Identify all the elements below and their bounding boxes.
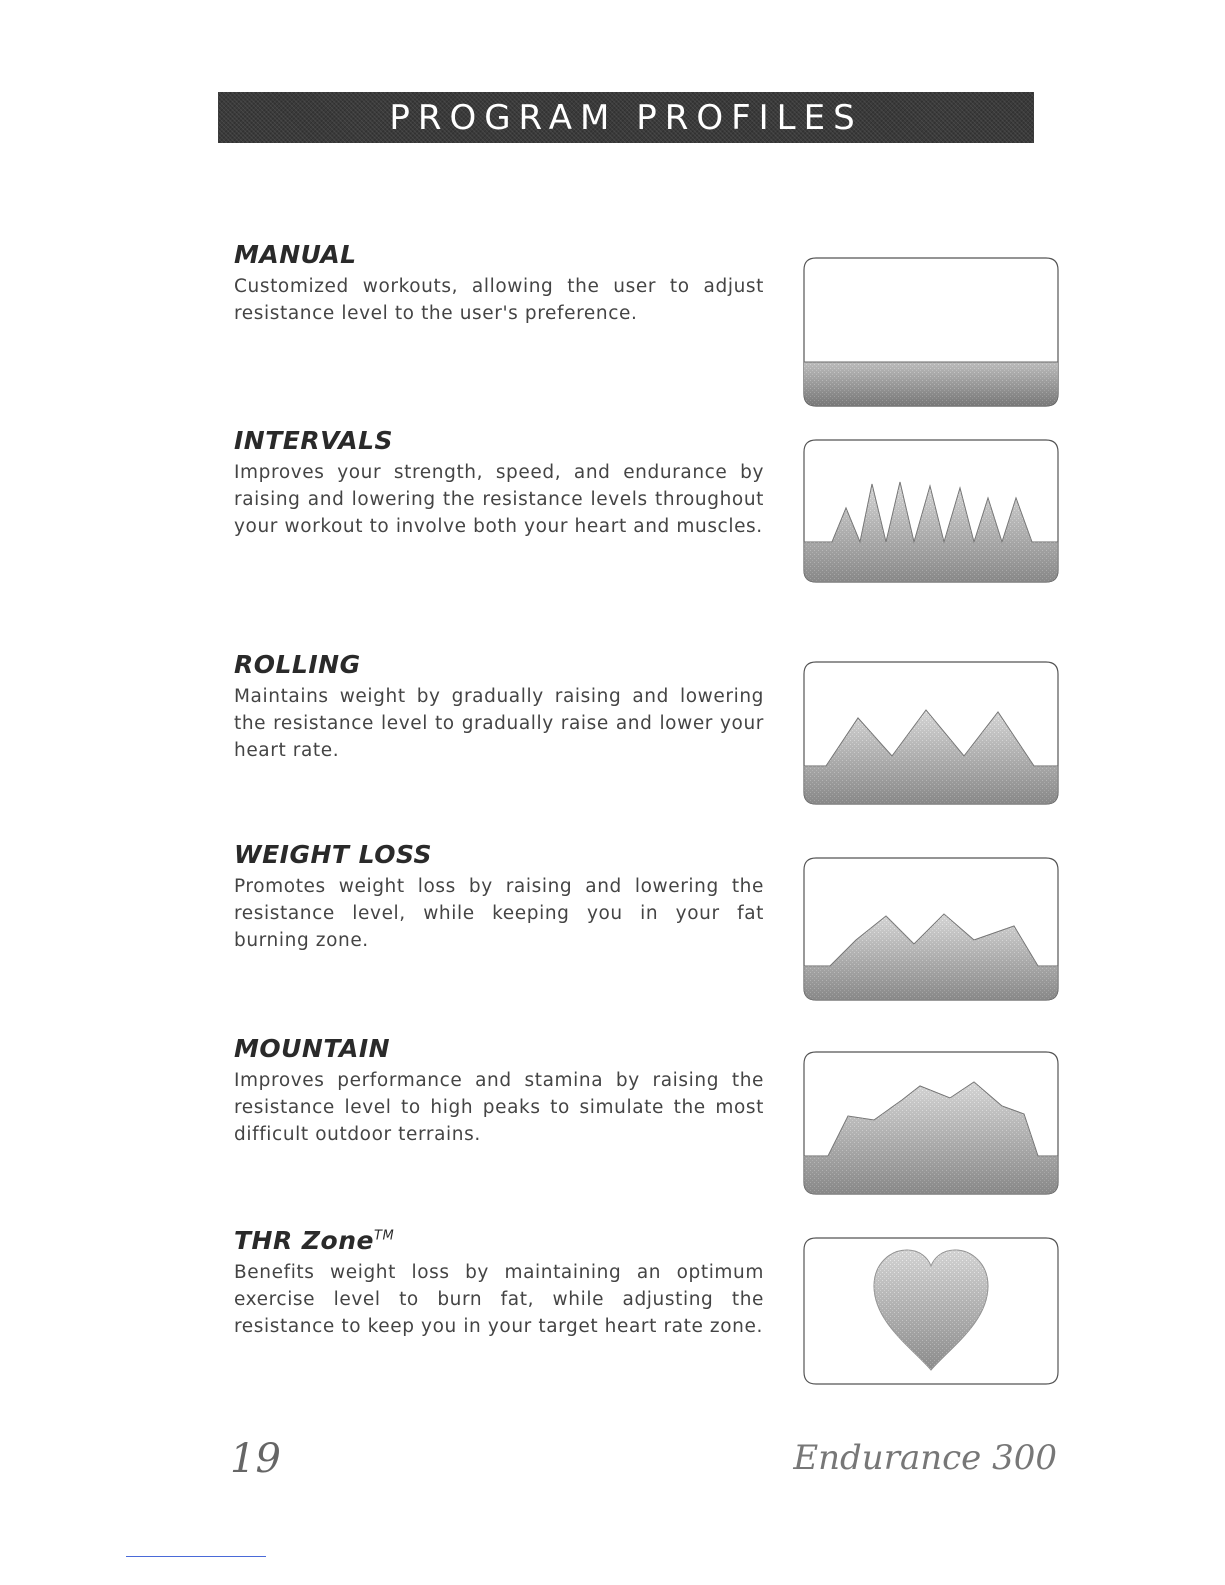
- program-title: ROLLING: [234, 650, 361, 679]
- bottom-divider: [126, 1556, 266, 1557]
- program-manual: [234, 240, 764, 327]
- footer-brand: Endurance 300: [793, 1438, 1057, 1478]
- program-description: Maintains weight by gradually raising and lowering the resistance level to gradually raise and lower your heart rate.: [234, 686, 764, 761]
- program-weight-loss: [234, 840, 764, 954]
- page-number: 19: [230, 1436, 281, 1482]
- program-intervals: [234, 426, 764, 540]
- program-description: Benefits weight loss by maintaining an optimum exercise level to burn fat, while adjusting the resistance to keep you in your target heart rate zone.: [234, 1262, 764, 1337]
- program-description: Improves performance and stamina by raising the resistance level to high peaks to simulate the most difficult outdoor terrains.: [234, 1070, 764, 1145]
- program-title: MOUNTAIN: [234, 1034, 391, 1063]
- trademark-symbol: TM: [374, 1228, 395, 1244]
- program-mountain: [234, 1034, 764, 1148]
- program-description: Improves your strength, speed, and endurance by raising and lowering the resistance levels throughout your workout to involve both your heart and muscles.: [234, 462, 764, 537]
- heart-icon: [802, 1236, 1060, 1386]
- program-title: MANUAL: [234, 240, 357, 269]
- program-description: Promotes weight loss by raising and lowering the resistance level, while keeping you in your fat burning zone.: [234, 876, 764, 951]
- program-thr-zone: [234, 1226, 764, 1340]
- rolling-hills-profile-icon: [802, 660, 1060, 806]
- program-description: Customized workouts, allowing the user to adjust resistance level to the user's preference.: [234, 276, 764, 324]
- mountain-profile-icon: [802, 1050, 1060, 1196]
- program-rolling: [234, 650, 764, 764]
- page-banner: [218, 92, 1034, 143]
- program-title: WEIGHT LOSS: [234, 840, 433, 869]
- banner-title: PROGRAM PROFILES: [389, 97, 863, 138]
- program-title: INTERVALS: [234, 426, 394, 455]
- flat-profile-icon: [802, 256, 1060, 408]
- interval-spikes-profile-icon: [802, 438, 1060, 584]
- weight-loss-profile-icon: [802, 856, 1060, 1002]
- program-title: THR Zone™: [234, 1226, 395, 1255]
